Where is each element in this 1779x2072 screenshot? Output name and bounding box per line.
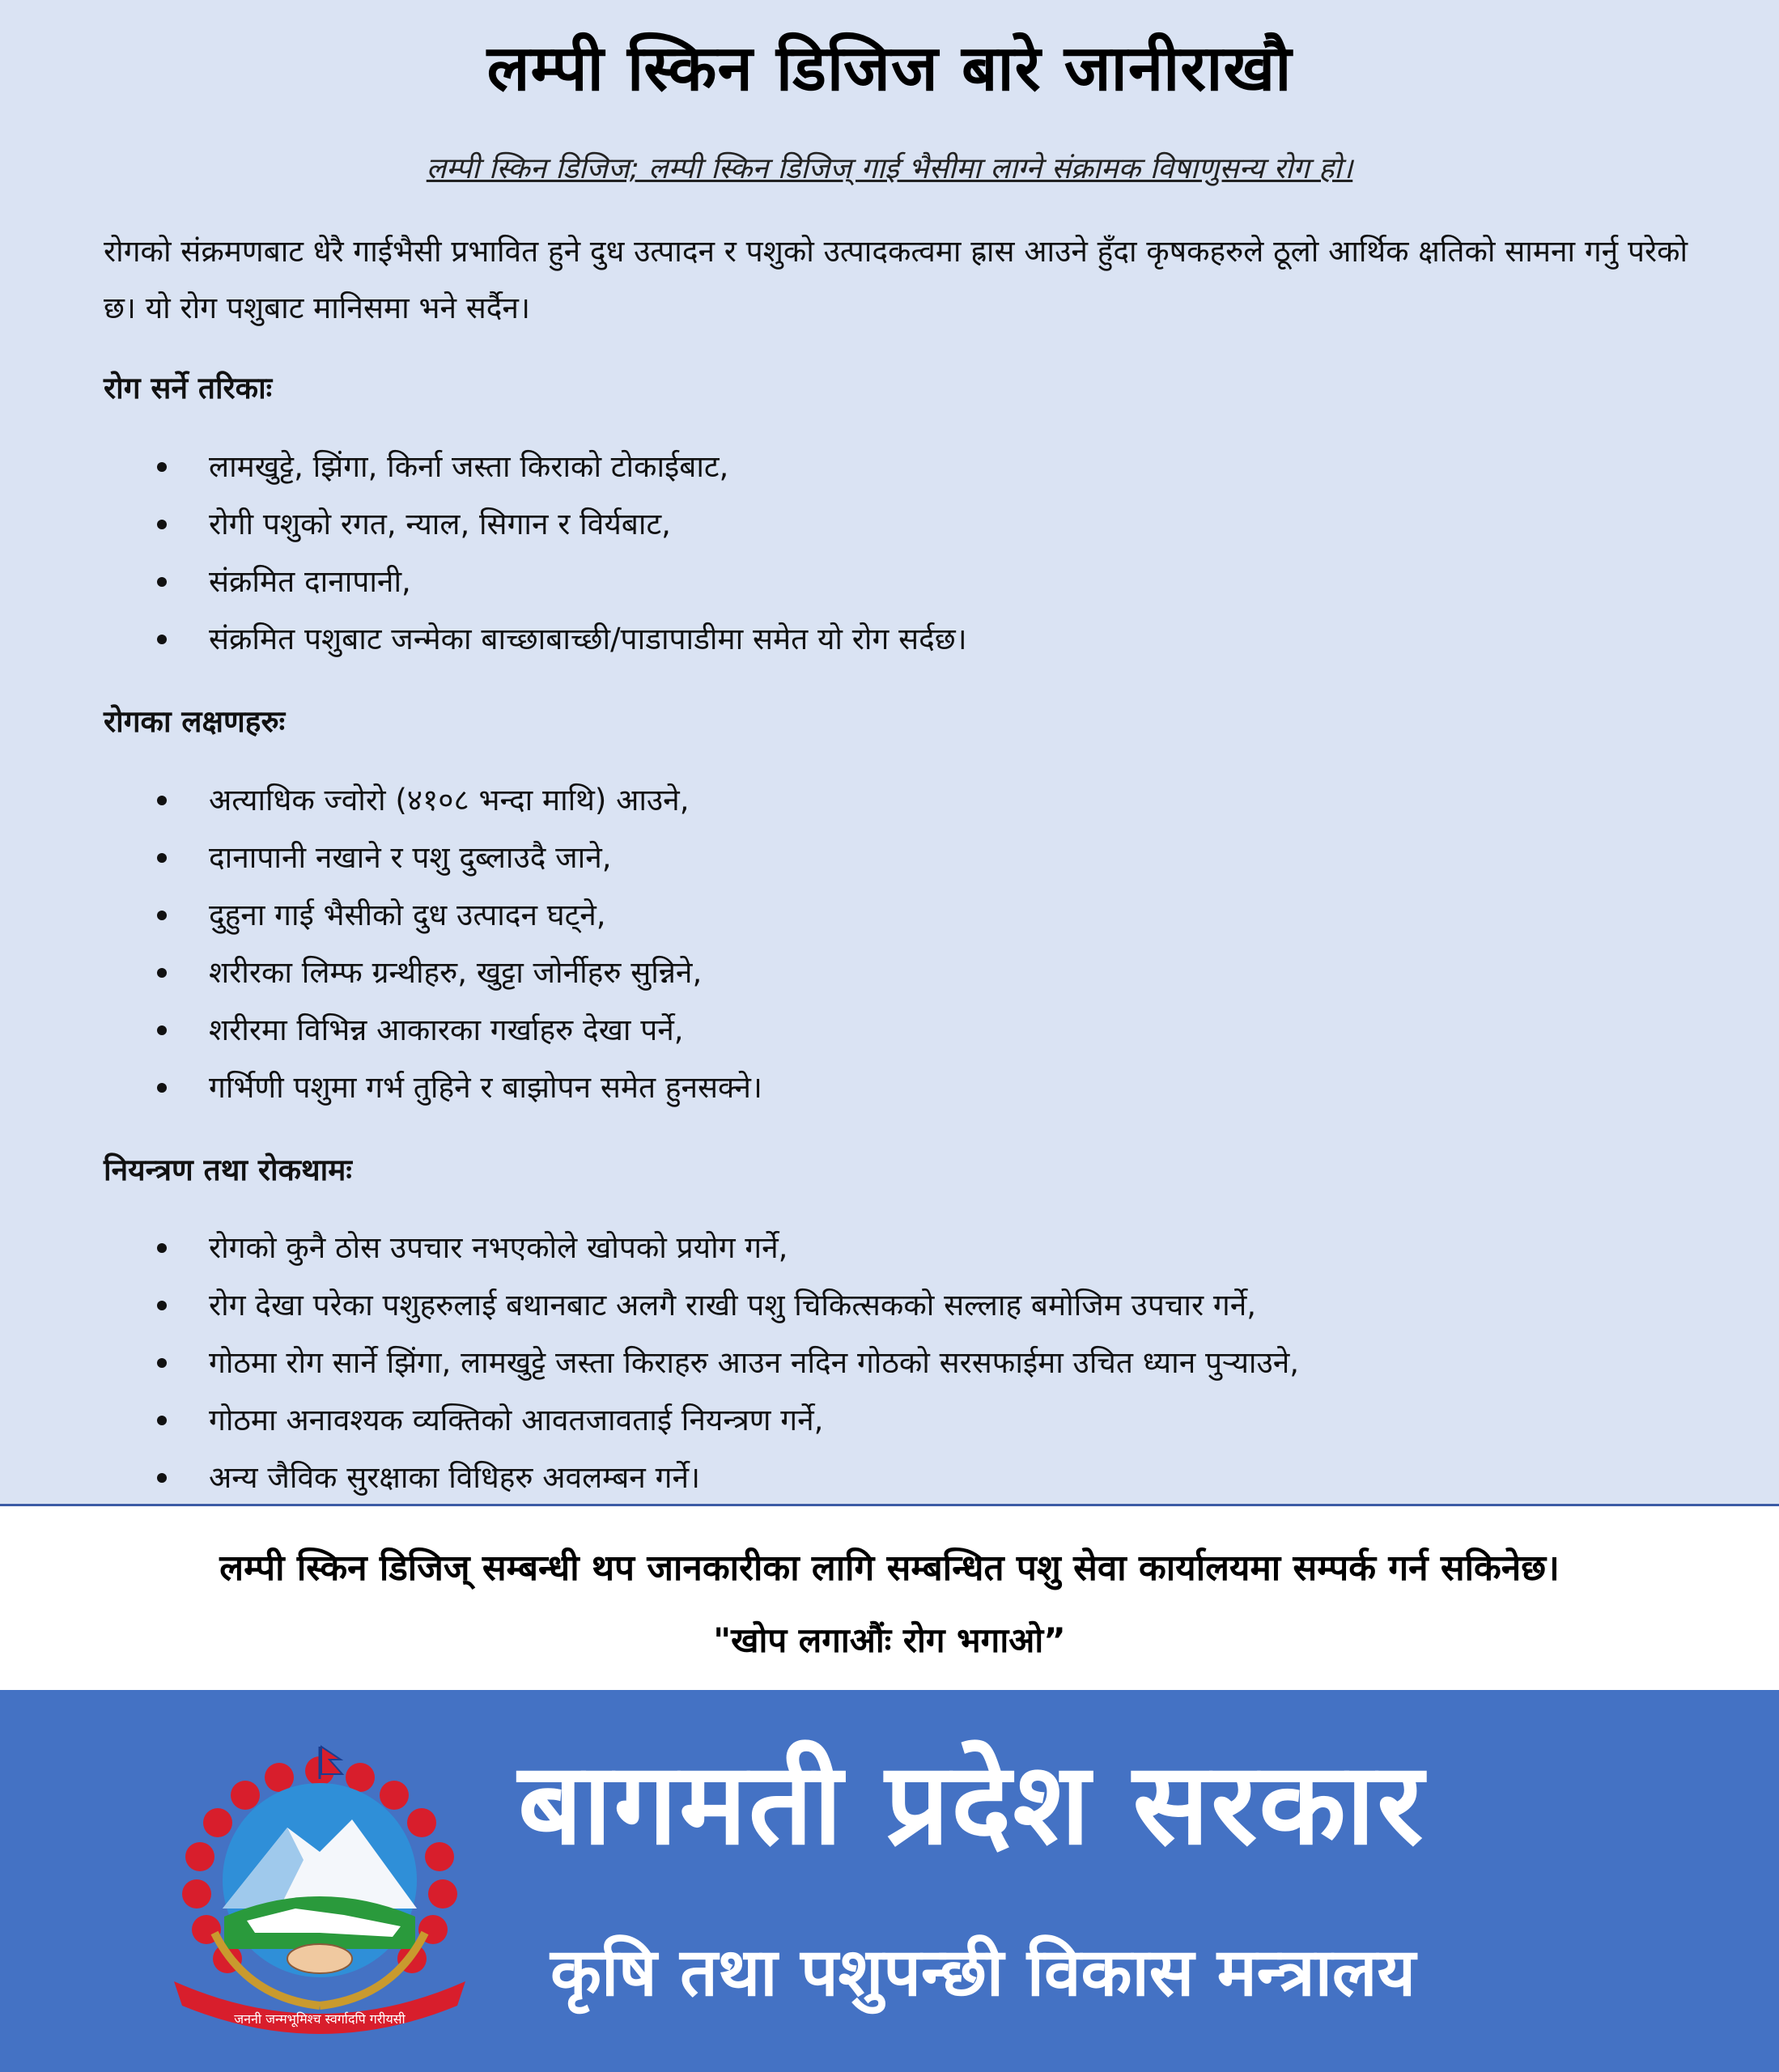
list-item — [104, 1059, 762, 1116]
list-item — [104, 1391, 1299, 1449]
list-item-text: दानापानी नखाने र पशु दुब्लाउदै जाने, — [209, 840, 612, 875]
page-title: लम्पी स्किन डिजिज बारे जानीराखौ — [486, 32, 1293, 105]
bullet-icon — [157, 968, 167, 978]
spread-heading: रोग सर्ने तरिकाः — [104, 371, 273, 405]
bullet-icon — [157, 1416, 167, 1425]
list-item — [104, 1276, 1299, 1334]
symptoms-heading: रोगका लक्षणहरुः — [104, 704, 286, 739]
list-item-text: दुहुना गाई भैसीको दुध उत्पादन घट्ने, — [209, 898, 606, 932]
spread-list — [104, 438, 967, 668]
bullet-icon — [157, 462, 167, 472]
list-item-text: रोगी पशुको रगत, न्याल, सिगान र विर्यबाट, — [209, 507, 671, 541]
list-item-text: लामखुट्टे, झिंगा, किर्ना जस्ता किराको टोकाईबाट, — [209, 449, 729, 484]
list-item-text: अन्य जैविक सुरक्षाका विधिहरु अवलम्बन गर्ने। — [209, 1460, 700, 1495]
ministry-name: कृषि तथा पशुपन्छी विकास मन्त्रालय — [550, 1934, 1416, 2011]
list-item — [104, 1334, 1299, 1391]
list-item-text: रोगको कुनै ठोस उपचार नभएकोले खोपको प्रयोग गर्ने, — [209, 1230, 788, 1265]
list-item — [104, 1001, 762, 1059]
list-item-text: संक्रमित दानापानी, — [209, 564, 411, 599]
footer-banner — [0, 1690, 1779, 2072]
list-item-text: रोग देखा परेका पशुहरुलाई बथानबाट अलगै राखी पशु चिकित्सकको सल्लाह बमोजिम उपचार गर्ने, — [209, 1288, 1257, 1323]
emblem-motto: जननी जन्मभूमिश्च स्वर्गादपि गरीयसी — [234, 2011, 405, 2027]
bullet-icon — [157, 1301, 167, 1310]
subtitle: लम्पी स्किन डिजिज; लम्पी स्किन डिजिज् गाई भैसीमा लाग्ने संक्रामक विषाणुसन्य रोग हो। — [426, 152, 1353, 185]
bullet-icon — [157, 853, 167, 863]
bullet-icon — [157, 635, 167, 644]
nepal-emblem-icon — [158, 1739, 482, 2038]
government-name: बागमती प्रदेश सरकार — [518, 1739, 1425, 1870]
list-item — [104, 886, 762, 944]
list-item — [104, 438, 967, 495]
bullet-icon — [157, 577, 167, 587]
bullet-icon — [157, 1243, 167, 1253]
symptoms-list — [104, 771, 762, 1116]
list-item-text: गर्भिणी पशुमा गर्भ तुहिने र बाझोपन समेत हुनसक्ने। — [209, 1070, 762, 1105]
list-item — [104, 495, 967, 553]
list-item-text: अत्याधिक ज्वोरो (४१०८ भन्दा माथि) आउने, — [209, 783, 690, 817]
bullet-icon — [157, 1473, 167, 1483]
list-item — [104, 829, 762, 886]
control-heading: नियन्त्रण तथा रोकथामः — [104, 1153, 352, 1187]
intro-paragraph: रोगको संक्रमणबाट धेरै गाईभैसी प्रभावित हुने दुध उत्पादन र पशुको उत्पादकत्वमा ह्रास आउने हुँदा कृषकहरुले ठूलो आर्थिक क्षतिको सामना गर्नु परेको छ। यो रोग पशुबाट मानिसमा भने सर्दैन। — [104, 234, 1688, 325]
list-item — [104, 771, 762, 829]
list-item-text: गोठमा रोग सार्ने झिंगा, लामखुट्टे जस्ता किराहरु आउन नदिन गोठको सरसफाईमा उचित ध्यान पुर्‍याउने, — [209, 1345, 1300, 1380]
bullet-icon — [157, 911, 167, 920]
slogan: "खोप लगाऔंः रोग भगाओ” — [713, 1620, 1066, 1660]
bullet-icon — [157, 1358, 167, 1368]
contact-text: लम्पी स्किन डिजिज् सम्बन्धी थप जानकारीका लागि सम्बन्धित पशु सेवा कार्यालयमा सम्पर्क गर्न सकिनेछ। — [219, 1548, 1560, 1589]
list-item — [104, 944, 762, 1001]
bullet-icon — [157, 520, 167, 529]
list-item-text: शरीरका लिम्फ ग्रन्थीहरु, खुट्टा जोर्नीहरु सुन्निने, — [209, 955, 703, 990]
list-item — [104, 553, 967, 610]
list-item-text: गोठमा अनावश्यक व्यक्तिको आवतजावताई नियन्त्रण गर्ने, — [209, 1403, 824, 1437]
list-item — [104, 1449, 1299, 1506]
list-item-text: शरीरमा विभिन्न आकारका गर्खाहरु देखा पर्ने, — [209, 1013, 684, 1047]
list-item — [104, 610, 967, 668]
list-item-text: संक्रमित पशुबाट जन्मेका बाच्छाबाच्छी/पाडापाडीमा समेत यो रोग सर्दछ। — [209, 622, 967, 656]
control-list — [104, 1219, 1299, 1506]
list-item — [104, 1219, 1299, 1276]
contact-banner — [0, 1506, 1779, 1690]
bullet-icon — [157, 1083, 167, 1093]
bullet-icon — [157, 1025, 167, 1035]
bullet-icon — [157, 796, 167, 805]
